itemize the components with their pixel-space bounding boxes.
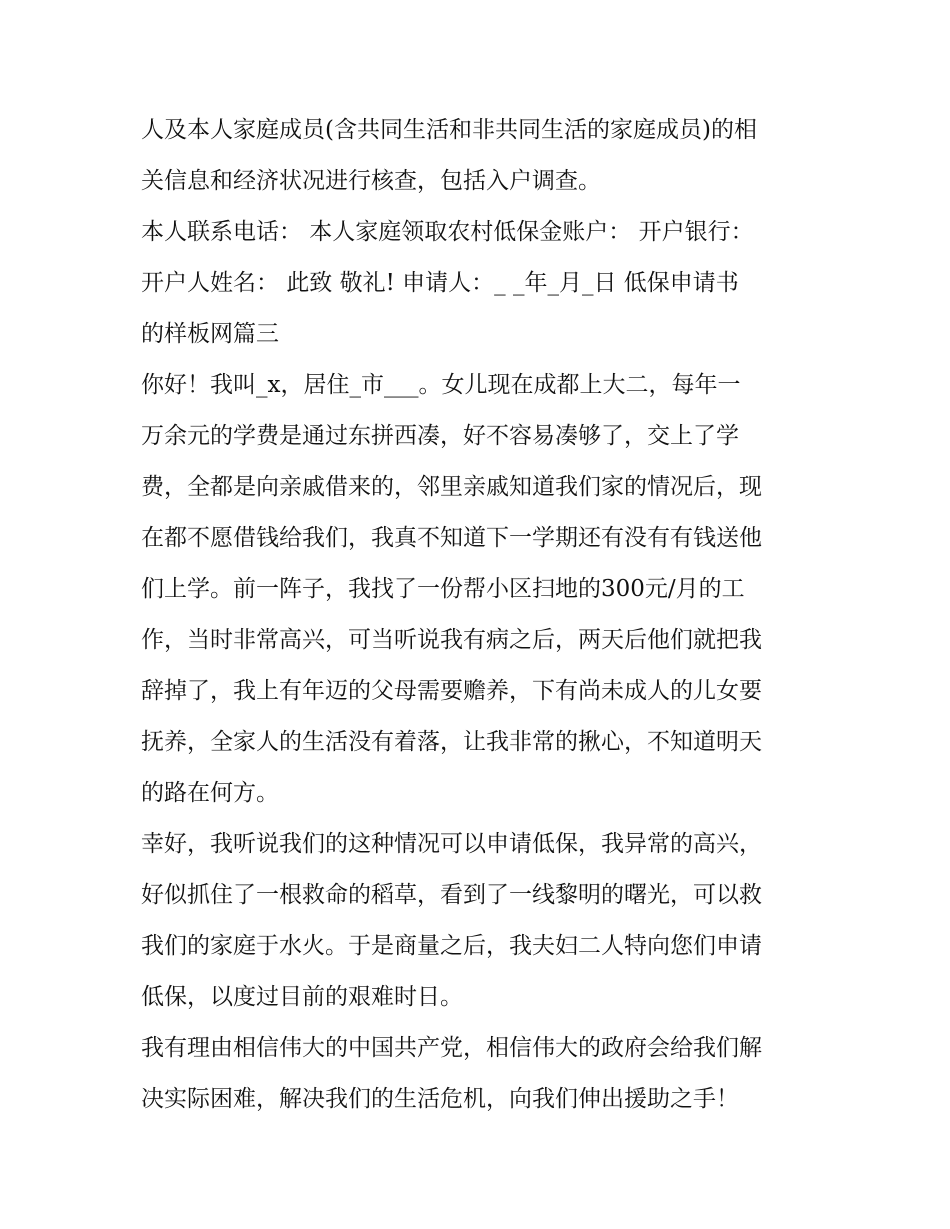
text-line: 的路在何方。	[141, 780, 279, 806]
text-line: 我们的家庭于水火。于是商量之后，我夫妇二人特向您们申请	[141, 933, 762, 959]
text-line: 我有理由相信伟大的中国共产党，相信伟大的政府会给我们解	[141, 1035, 762, 1061]
text-line: 辞掉了，我上有年迈的父母需要赡养，下有尚未成人的儿女要	[141, 678, 762, 704]
text-line: 关信息和经济状况进行核查，包括入户调查。	[141, 168, 601, 194]
document-body	[141, 105, 821, 1125]
text-line: 万余元的学费是通过东拼西凑，好不容易凑够了，交上了学	[141, 423, 739, 449]
text-line: 作，当时非常高兴，可当听说我有病之后，两天后他们就把我	[141, 627, 762, 653]
text-line: 好似抓住了一根救命的稻草，看到了一线黎明的曙光，可以救	[141, 882, 762, 908]
text-line: 费，全都是向亲戚借来的，邻里亲戚知道我们家的情况后，现	[141, 474, 762, 500]
text-line: 决实际困难，解决我们的生活危机，向我们伸出援助之手！	[141, 1086, 739, 1112]
text-line: 们上学。前一阵子，我找了一份帮小区扫地的300元/月的工	[141, 576, 745, 602]
text-line: 在都不愿借钱给我们，我真不知道下一学期还有没有有钱送他	[141, 525, 762, 551]
text-line: 低保，以度过目前的艰难时日。	[141, 984, 463, 1010]
text-line: 本人联系电话： 本人家庭领取农村低保金账户： 开户银行：	[141, 219, 754, 245]
text-line: 你好！我叫_x，居住_市___。女儿现在成都上大二，每年一	[141, 372, 741, 398]
text-line: 开户人姓名： 此致 敬礼! 申请人：_ _年_月_日 低保申请书	[141, 270, 739, 296]
text-line: 的样板网篇三	[141, 321, 279, 347]
text-line: 幸好，我听说我们的这种情况可以申请低保，我异常的高兴，	[141, 831, 762, 857]
text-line: 抚养，全家人的生活没有着落，让我非常的揪心，不知道明天	[141, 729, 762, 755]
text-line: 人及本人家庭成员(含共同生活和非共同生活的家庭成员)的相	[141, 117, 757, 143]
